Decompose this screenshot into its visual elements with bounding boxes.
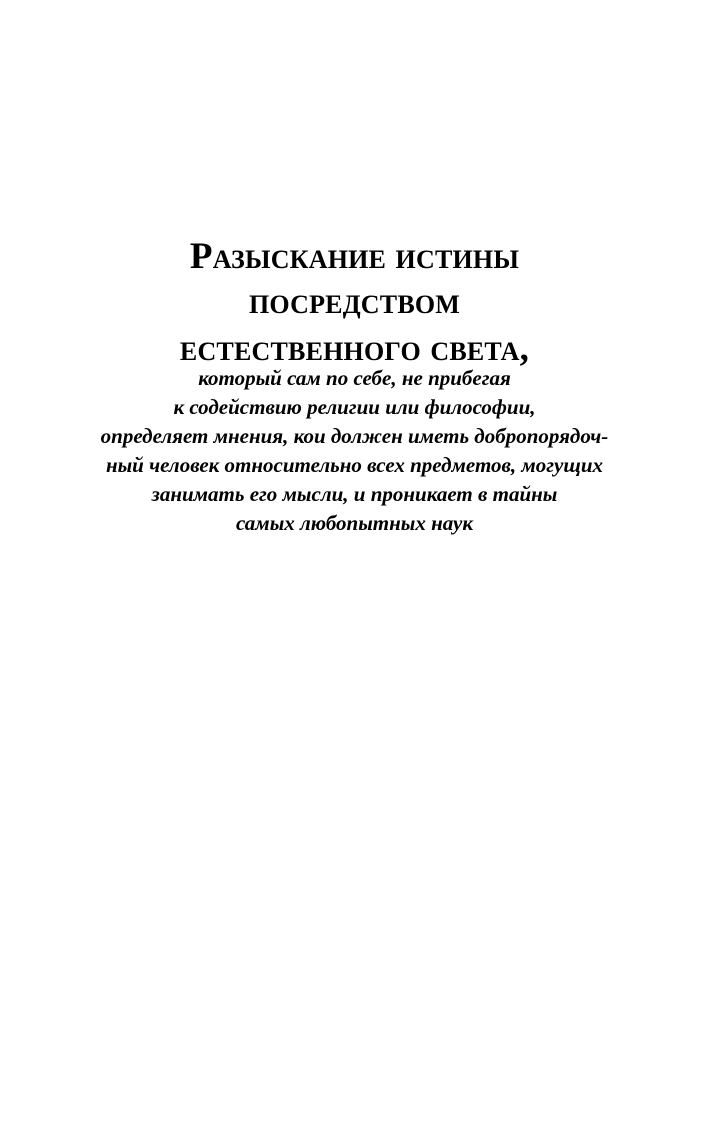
subtitle-line-6: самых любопытных наук [236, 511, 473, 535]
title-block [0, 236, 709, 370]
subtitle-line-4: ный человек относительно всех предметов, могущих [105, 453, 604, 477]
title-line-3: естественного света, [179, 328, 530, 369]
subtitle-line-1: который сам по себе, не прибегая [198, 366, 511, 390]
subtitle-block [0, 364, 709, 538]
subtitle-line-5: занимать его мысли, и проникает в тайны [151, 482, 558, 506]
title-line-2: посредством [248, 281, 461, 322]
title-line-1: Разыскание истины [189, 236, 520, 277]
subtitle-line-2: к содействию религии или философии, [173, 395, 536, 419]
subtitle-line-3: определяет мнения, кои должен иметь добропорядоч- [100, 424, 609, 448]
